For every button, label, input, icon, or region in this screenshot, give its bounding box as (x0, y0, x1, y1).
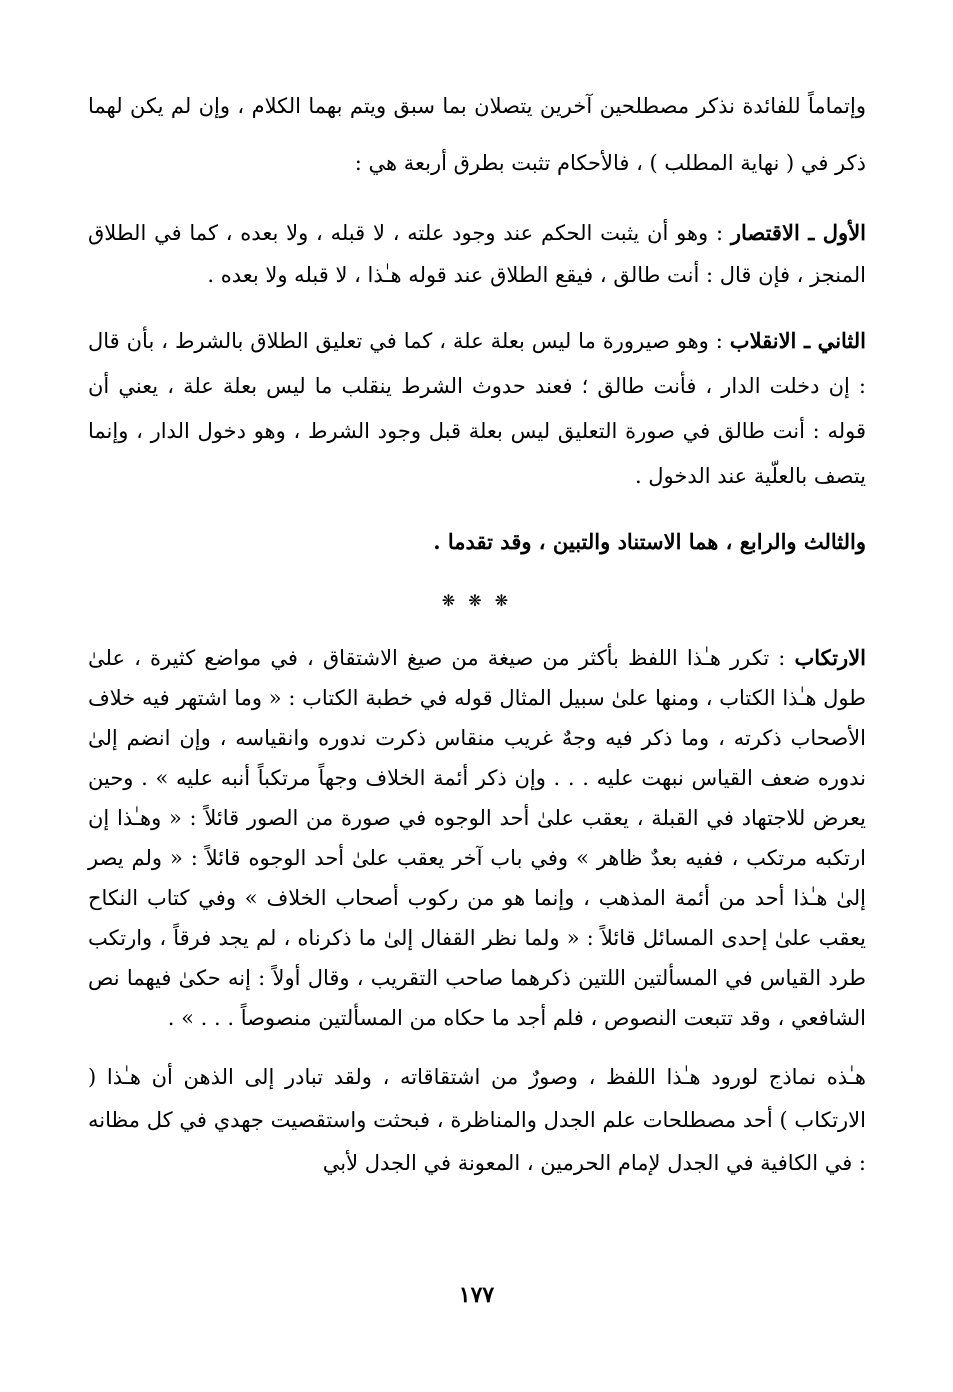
irtikab-text: : تكرر هـٰذا اللفظ بأكثر من صيغة من صيغ الاشتقاق ، في مواضع كثيرة ، علىٰ طول هـٰذا الكتاب ، ومنها علىٰ سبيل المثال قوله في خطبة الكتاب : « وما اشتهر فيه خلاف الأصحاب ذكرته ، وما ذكر فيه وجهٌ غريب منقاس ذكرت ندوره وانقياسه ، وإن انضم إلىٰ ندوره ضعف القياس نبهت عليه . . . وإن ذكر أئمة الخلاف وجهاً مرتكباً أنبه عليه » . وحين يعرض للاجتهاد في القبلة ، يعقب علىٰ أحد الوجوه في صورة من الصور قائلاً : « وهـٰذا إن ارتكبه مرتكب ، ففيه بعدٌ ظاهر » وفي باب آخر يعقب علىٰ أحد الوجوه قائلاً : « ولم يصر إلىٰ هـٰذا أحد من أئمة المذهب ، وإنما هو من ركوب أصحاب الخلاف » وفي كتاب النكاح يعقب علىٰ إحدى المسائل قائلاً : « ولما نظر القفال إلىٰ ما ذكرناه ، لم يجد فرقاً ، وارتكب طرد القياس في المسألتين اللتين ذكرهما صاحب التقريب ، وقال أولاً : إنه حكىٰ فيهما نص الشافعي ، وقد تتبعت النصوص ، فلم أجد ما حكاه من المسألتين منصوصاً . . . » . (88, 646, 867, 1030)
second-method-paragraph (88, 318, 866, 499)
intro-paragraph: وإتماماً للفائدة نذكر مصطلحين آخرين يتصلان بما سبق ويتم بهما الكلام ، وإن لم يكن لهما ذكر في ( نهاية المطلب ) ، فالأحكام تثبت بطرق أربعة هي : (88, 94, 866, 175)
first-method-text: : وهو أن يثبت الحكم عند وجود علته ، لا قبله ، ولا بعده ، كما في الطلاق المنجز ، فإن قال : أنت طالق ، فيقع الطلاق عند قوله هـٰذا ، لا قبله ولا بعده . (88, 221, 866, 287)
irtikab-paragraph (88, 638, 866, 1038)
irtikab-term: الارتكاب (794, 645, 866, 670)
third-fourth-paragraph: والثالث والرابع ، هما الاستناد والتبين ، وقد تقدما . (433, 529, 866, 554)
closing-paragraph: هـٰذه نماذج لورود هـٰذا اللفظ ، وصورٌ من اشتقاقاته ، ولقد تبادر إلى الذهن أن هـٰذا ( الارتكاب ) أحد مصطلحات علم الجدل والمناظرة ، فبحثت واستقصيت جهدي في كل مظانه : في الكافية في الجدل لإمام الحرمين ، المعونة في الجدل لأبي (88, 1065, 866, 1175)
second-method-text: : وهو صيرورة ما ليس بعلة علة ، كما في تعليق الطلاق بالشرط ، بأن قال : إن دخلت الدار ، فأنت طالق ؛ فعند حدوث الشرط ينقلب ما ليس بعلة علة ، يعني أن قوله : أنت طالق في صورة التعليق ليس بعلة قبل وجود الشرط ، وهو دخول الدار ، وإنما يتصف بالعلّية عند الدخول . (88, 329, 866, 488)
first-method-term: الأول ـ الاقتصار (730, 220, 866, 245)
second-method-term: الثاني ـ الانقلاب (729, 328, 867, 353)
section-separator: ❋ ❋ ❋ (441, 591, 513, 610)
page-number: ١٧٧ (458, 1282, 495, 1308)
page-body (88, 78, 866, 1185)
first-method-paragraph (88, 212, 866, 296)
